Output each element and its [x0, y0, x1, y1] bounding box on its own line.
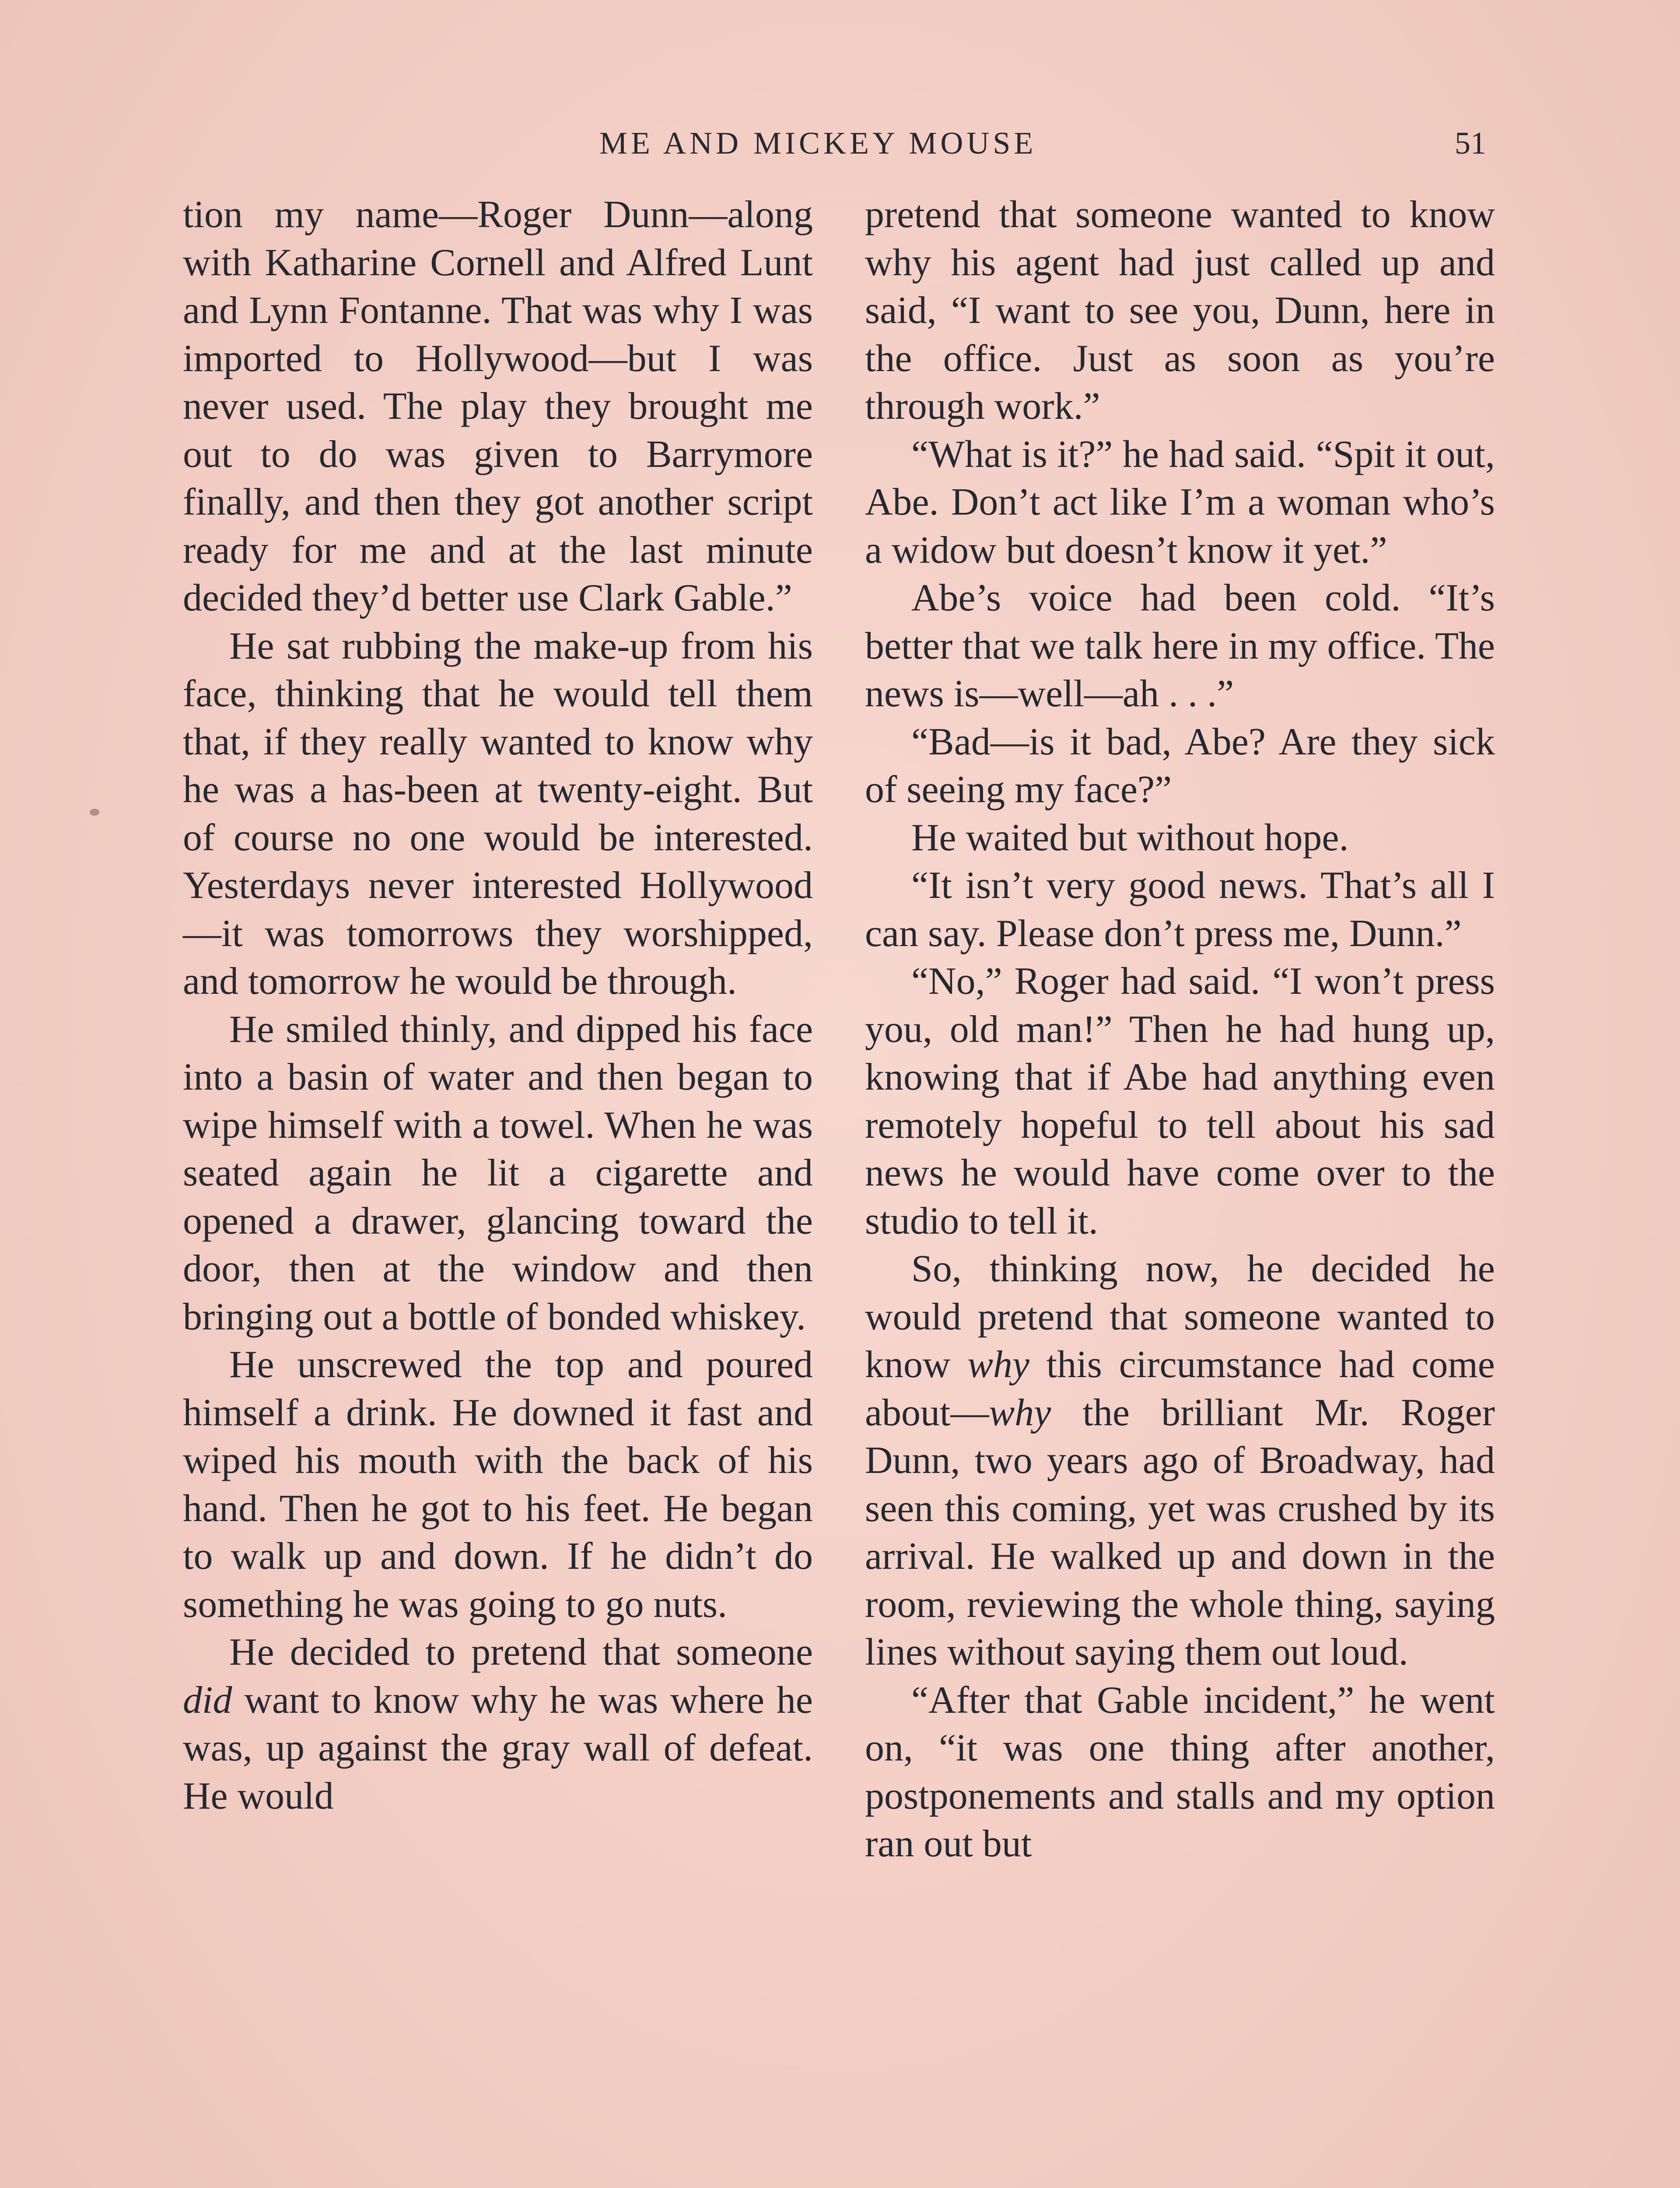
paragraph: He unscrewed the top and poured himself a drink. He downed it fast and wiped his mouth with the back of his hand. Then he got to his feet. He began to walk up and down. If he didn’t do something he was going to go nuts.: [183, 1343, 813, 1626]
paragraph: He sat rubbing the make-up from his face, thinking that he would tell them that, if they really wanted to know why he was a has-been at twenty-eight. But of course no one would be interested. Yesterdays never interested Hollywood—it was tomorrows they worshipped, and tomorrow he would be through.: [183, 624, 813, 1003]
right-column: [865, 191, 1495, 1868]
text-run: So, thinking now, he decided he would pretend that someone wanted to know: [865, 1248, 1495, 1386]
text-run: want to know why he was where he was, up against the gray wall of defeat. He would: [183, 1679, 813, 1817]
italic-word: why: [967, 1343, 1030, 1386]
paragraph: “Bad—is it bad, Abe? Are they sick of seeing my face?”: [865, 720, 1495, 811]
paragraph: pretend that someone wanted to know why his agent had just called up and said, “I want to see you, Dunn, here in the office. Just as soon as you’re through work.”: [865, 193, 1495, 428]
paragraph: He smiled thinly, and dipped his face into a basin of water and then began to wipe himself with a towel. When he was seated again he lit a cigarette and opened a drawer, glancing toward the door, then at the window and then bringing out a bottle of bonded whiskey.: [183, 1008, 813, 1338]
paragraph: “After that Gable incident,” he went on, “it was one thing after another, postponements and stalls and my option ran out but: [865, 1679, 1495, 1865]
text-run: He decided to pretend that someone: [229, 1631, 813, 1673]
text-run: the brilliant Mr. Roger Dunn, two years ago of Broadway, had seen this coming, yet was crushed by its arrival. He walked up and down in the room, reviewing the whole thing, saying lines without saying them out loud.: [865, 1391, 1495, 1673]
paragraph: Abe’s voice had been cold. “It’s better that we talk here in my office. The news is—well—ah . . .”: [865, 577, 1495, 715]
text-run: this circumstance had come about—: [865, 1343, 1495, 1434]
paragraph: tion my name—Roger Dunn—along with Katharine Cornell and Alfred Lunt and Lynn Fontanne. That was why I was imported to Hollywood—but I was never used. The play they brought me out to do was given to Barrymore finally, and then they got another script ready for me and at the last minute decided they’d better use Clark Gable.”: [183, 193, 813, 619]
paragraph: [865, 1245, 1495, 1676]
italic-word: why: [989, 1391, 1051, 1434]
paragraph: “It isn’t very good news. That’s all I can say. Please don’t press me, Dunn.”: [865, 864, 1495, 955]
paragraph: [183, 1628, 813, 1820]
italic-word: did: [183, 1679, 232, 1722]
running-head: [0, 123, 1680, 163]
page-number: 51: [1455, 126, 1486, 161]
paragraph: “What is it?” he had said. “Spit it out, Abe. Don’t act like I’m a woman who’s a widow but doesn’t know it yet.”: [865, 433, 1495, 572]
paper-speck: [90, 809, 99, 816]
paragraph: He waited but without hope.: [911, 816, 1349, 859]
paragraph: “No,” Roger had said. “I won’t press you, old man!” Then he had hung up, knowing that if Abe had anything even remotely hopeful to tell about his sad news he would have come over to the studio to tell it.: [865, 960, 1495, 1242]
running-title: ME AND MICKEY MOUSE: [599, 126, 1037, 161]
left-column: [183, 191, 813, 1820]
